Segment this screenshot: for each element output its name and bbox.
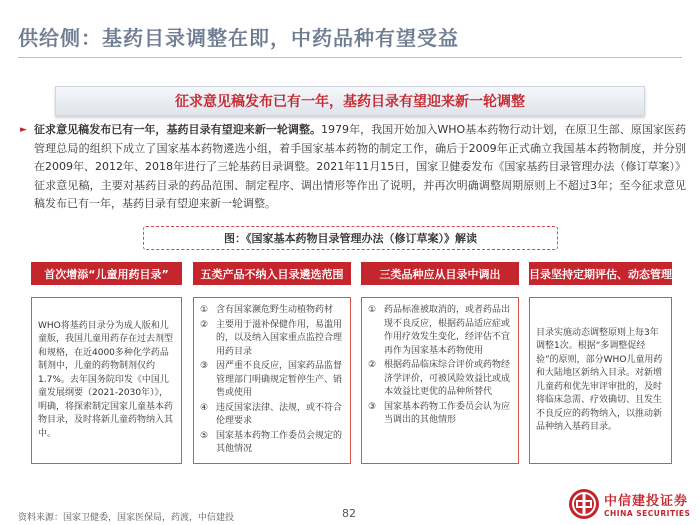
list-item (200, 319, 344, 360)
column-header: 首次增添“儿童用药目录” (31, 262, 182, 285)
item-text: 因严重不良反应，国家药品监督管理部门明确规定暂停生产、销售或使用 (216, 361, 343, 398)
item-number: ④ (200, 402, 209, 413)
source-note: 资料来源：国家卫健委，国家医保局，药渡，中信建投 (18, 513, 235, 523)
column-text: 目录实施动态调整原则上每3年调整1次。根据“多调整促经验”的原则，部分WHO儿童用药和大陆地区新纳入目录。对新增儿童药和优先审评审批的，及时将临床急需、疗效确切、且发生不良反应的药物纳入，以推动新品种纳入基药目录。 (536, 327, 663, 432)
item-number: ⑤ (200, 430, 209, 441)
list-item (368, 401, 512, 428)
item-text: 主要用于滋补保健作用，易滥用的，以及纳入国家重点监控合理用药目录 (216, 319, 343, 357)
column-removed-products (361, 262, 519, 464)
logo-name-cn: 中信建投证券 (604, 494, 689, 509)
summary-paragraph (20, 121, 686, 214)
list-item (200, 402, 344, 429)
column-dynamic-management (529, 262, 672, 464)
column-body (361, 297, 519, 464)
item-text: 国家基本药物工作委员会规定的其他情况 (216, 430, 343, 454)
column-header: 五类产品不纳入目录遴选范围 (193, 262, 351, 285)
column-text: WHO将基药目录分为成人版和儿童版，我国儿童用药存在过去剂型和规格，在近4000多种化学药品制剂中，儿童的药物制剂仅约1.7%。去年国务院印发《中国儿童发展纲要（2021-2030年）》，明确，将探索制定国家儿童基本药物目录，及时将新儿童药物纳入其中。 (38, 320, 174, 439)
item-number: ③ (200, 361, 209, 371)
item-number: ② (368, 360, 377, 370)
title-divider (18, 57, 682, 58)
company-logo (568, 488, 690, 520)
paragraph-lead: 征求意见稿发布已有一年，基药目录有望迎来新一轮调整。 (34, 123, 322, 136)
list-item (200, 360, 344, 401)
paragraph-text (34, 121, 686, 214)
list-item (368, 304, 512, 358)
item-number: ① (200, 305, 209, 315)
section-banner (55, 86, 645, 116)
column-body (31, 297, 182, 464)
paragraph-body: 1979年，我国开始加入WHO基本药物行动计划，在原卫生部、原国家医药管理总局的组织下成立了国家基本药物遴选小组，着手国家基本药物的制定工作，确后于2009年正式确立我国基本药物制度，并分别在2009年、2012年、2018年进行了三轮基药目录调整。2021年11月15日，国家卫健委发布《国家基药目录管理办法（修订草案）》征求意见稿，主要对基药目录的药品范围、制定程序、调出情形等作出了说明，并再次明确调整周期原则上不超过3年；至今征求意见稿发布已有一年，基药目录有望迎来新一轮调整。 (34, 123, 686, 210)
column-body (529, 297, 672, 464)
item-text: 根据药品临床综合评价或药物经济学评价，可被风险效益比或成本效益比更优的品种所替代 (384, 360, 511, 397)
page-number: 82 (342, 507, 356, 520)
column-children-drugs (31, 262, 182, 464)
column-header: 三类品种应从目录中调出 (361, 262, 519, 285)
banner-text: 征求意见稿发布已有一年，基药目录有望迎来新一轮调整 (175, 94, 525, 110)
item-text: 含有国家濒危野生动植物药材 (216, 305, 334, 315)
item-number: ② (200, 319, 209, 330)
list-item (368, 359, 512, 400)
page-title: 供给侧：基药目录调整在即，中药品种有望受益 (18, 26, 459, 50)
logo-name-en: CHINA SECURITIES (604, 509, 691, 518)
item-text: 违反国家法律、法规，或不符合伦理要求 (216, 402, 343, 426)
item-text: 药品标准被取消的，或者药品出现不良反应，根据药品适应症或作用疗效发生变化，经评估不宜再作为国家基本药物使用 (384, 305, 511, 356)
list-item (200, 430, 344, 457)
item-number: ③ (368, 401, 377, 412)
figure-caption: 图：《国家基本药物目录管理办法（修订草案）》解读 (143, 226, 558, 250)
column-header: 目录坚持定期评估、动态管理 (529, 262, 672, 285)
item-number: ① (368, 305, 377, 315)
column-excluded-products (193, 262, 351, 464)
logo-mark-icon (568, 488, 600, 520)
logo-text (604, 490, 690, 518)
column-body (193, 297, 351, 464)
item-text: 国家基本药物工作委员会认为应当调出的其他情形 (384, 401, 511, 425)
bullet-icon: ► (20, 125, 27, 135)
list-item (200, 304, 344, 318)
